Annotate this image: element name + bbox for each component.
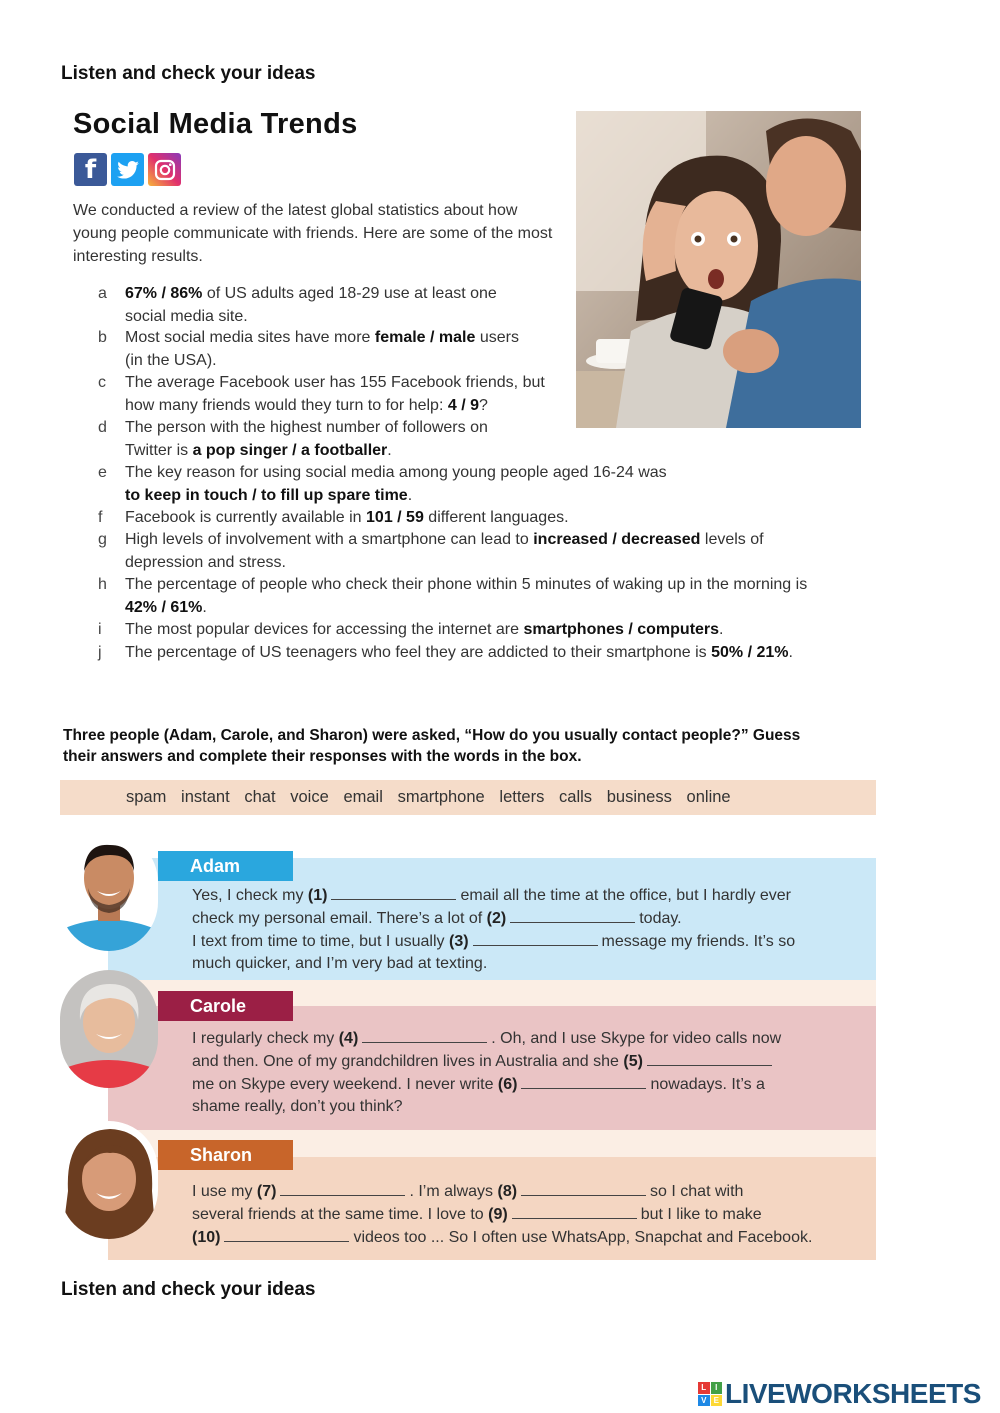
question-text [125, 327, 519, 372]
answer-blank[interactable] [510, 909, 635, 923]
response-line [192, 1074, 781, 1097]
question-letter: b [98, 329, 107, 346]
question-segment: different languages. [423, 509, 569, 526]
word-box [60, 780, 876, 815]
question-letter: h [98, 576, 107, 593]
question-line [125, 507, 569, 530]
question-line [125, 283, 497, 306]
question-line [125, 327, 519, 350]
word-box-item: instant [181, 788, 230, 806]
response-line [192, 1204, 812, 1227]
question-segment: . [407, 486, 413, 504]
question-letter: e [98, 464, 107, 481]
response-text: . Oh, and I use Skype for video calls now [491, 1030, 782, 1047]
instagram-icon [148, 153, 181, 186]
answer-options[interactable]: 42% / 61% [125, 598, 203, 616]
liveworksheets-logo [698, 1378, 981, 1410]
blank-number: (1) [307, 887, 328, 904]
answer-options[interactable]: increased / decreased [533, 531, 701, 548]
word-box-item: online [686, 788, 731, 806]
question-line [125, 350, 519, 373]
question-segment: The key reason for using social media among young people aged 16-24 was [125, 464, 667, 481]
question-line [125, 552, 764, 575]
question-text [125, 283, 497, 328]
question-line [125, 529, 764, 552]
question-text [125, 462, 667, 507]
carole-name-tag: Carole [158, 991, 293, 1021]
question-line [125, 417, 488, 440]
article-title: Social Media Trends [73, 108, 358, 140]
question-text [125, 642, 793, 665]
question-letter: i [98, 621, 102, 638]
carole-avatar [60, 970, 158, 1088]
logo-letter: I [711, 1382, 723, 1394]
question-segment: levels of [700, 531, 764, 548]
answer-options[interactable]: 67% / 86% [125, 285, 203, 302]
response-line [192, 953, 795, 976]
response-text: so I chat with [650, 1183, 744, 1200]
question-text [125, 507, 569, 530]
blank-number: (4) [338, 1030, 359, 1047]
answer-options[interactable]: smartphones / computers [523, 621, 720, 638]
adam-avatar [60, 833, 158, 951]
question-text [125, 417, 488, 462]
word-box-item: smartphone [397, 788, 485, 806]
response-line [192, 1227, 812, 1250]
response-text: I use my [192, 1183, 257, 1200]
question-letter: f [98, 509, 103, 526]
word-box-item: voice [290, 788, 329, 806]
logo-grid-icon [698, 1382, 722, 1406]
question-segment: . [387, 441, 392, 459]
question-text [125, 529, 764, 574]
carole-response [192, 1028, 781, 1119]
question-letter: j [98, 644, 102, 661]
question-segment: The percentage of US teenagers who feel they are addicted to their smartphone is [125, 644, 712, 661]
bottom-heading: Listen and check your ideas [61, 1279, 316, 1300]
question-segment: The percentage of people who check their phone within 5 minutes of waking up in the morning is [125, 576, 808, 593]
answer-blank[interactable] [647, 1052, 772, 1066]
answer-options[interactable]: 4 / 9 [447, 396, 479, 414]
question-segment: ? [478, 396, 488, 414]
word-box-item: calls [559, 788, 593, 806]
response-text: but I like to make [640, 1205, 762, 1223]
blank-number: (5) [623, 1052, 643, 1070]
adam-name-tag: Adam [158, 851, 293, 881]
word-box-item: letters [499, 788, 545, 806]
question-segment: users [475, 329, 519, 346]
sharon-response [192, 1181, 812, 1249]
top-heading: Listen and check your ideas [61, 63, 316, 84]
logo-letter: V [698, 1395, 710, 1407]
logo-letter: E [711, 1395, 723, 1407]
question-line [125, 462, 667, 485]
response-line [192, 908, 795, 931]
sharon-name-tag: Sharon [158, 1140, 293, 1170]
response-line [192, 931, 795, 954]
blank-number: (7) [256, 1183, 277, 1200]
question-line [125, 395, 545, 418]
blank-number: (8) [497, 1183, 518, 1200]
question-segment: of US adults aged 18-29 use at least one [202, 285, 497, 302]
question-segment: The average Facebook user has 155 Facebook friends, but [125, 374, 545, 391]
response-text: today. [639, 909, 682, 927]
article-intro: We conducted a review of the latest global statistics about how young people communicate with friends. Here are some of the most interesting results. [73, 202, 553, 265]
response-line [192, 1051, 781, 1074]
response-text: check my personal email. There’s a lot of [192, 909, 487, 927]
question-line [125, 440, 488, 463]
question-segment: Most social media sites have more [125, 329, 375, 346]
response-line [192, 1096, 781, 1119]
response-text: email all the time at the office, but I hardly ever [460, 887, 792, 904]
question-line [125, 574, 807, 597]
answer-blank[interactable] [521, 1075, 646, 1089]
sharon-avatar [60, 1121, 158, 1239]
question-segment: Facebook is currently available in [125, 509, 367, 526]
response-text: nowadays. It’s a [650, 1075, 765, 1093]
question-line [125, 642, 793, 665]
question-segment: social media site. [125, 307, 248, 325]
answer-options[interactable]: female / male [374, 329, 476, 346]
word-box-item: email [343, 788, 383, 806]
question-letter: d [98, 419, 107, 436]
blank-number: (9) [488, 1205, 508, 1223]
answer-blank[interactable] [362, 1029, 487, 1043]
question-text [125, 619, 724, 642]
question-segment: The person with the highest number of followers on [125, 419, 488, 436]
question-letter: c [98, 374, 106, 391]
question-segment: . [719, 621, 724, 638]
logo-text: LIVEWORKSHEETS [725, 1378, 981, 1409]
answer-options[interactable]: 101 / 59 [366, 509, 424, 526]
social-icons [74, 153, 181, 186]
answer-blank[interactable] [512, 1205, 637, 1219]
answer-blank[interactable] [473, 932, 598, 946]
answer-blank[interactable] [521, 1182, 646, 1196]
question-segment: . [788, 644, 793, 661]
exercise-instructions [63, 725, 883, 767]
twitter-icon [111, 153, 144, 186]
question-segment: Twitter is [125, 441, 193, 459]
question-line [125, 372, 545, 395]
question-segment: depression and stress. [125, 553, 286, 571]
response-text: message my friends. It’s so [601, 932, 796, 950]
answer-blank[interactable] [224, 1228, 349, 1242]
question-segment: (in the USA). [125, 351, 217, 369]
question-letter: g [98, 531, 107, 548]
response-line [192, 1028, 781, 1051]
response-text: Yes, I check my [192, 887, 308, 904]
response-line [192, 1181, 812, 1204]
facebook-icon: f [74, 153, 107, 186]
response-text: I regularly check my [192, 1030, 339, 1047]
answer-blank[interactable] [280, 1182, 405, 1196]
response-text: shame really, don’t you think? [192, 1098, 403, 1116]
response-text: . I’m always [409, 1183, 498, 1200]
question-segment: . [202, 598, 207, 616]
word-box-item: chat [244, 788, 276, 806]
article-photo [576, 111, 861, 428]
question-line [125, 306, 497, 329]
response-text: I text from time to time, but I usually [192, 932, 449, 950]
logo-letter: L [698, 1382, 710, 1394]
blank-number: (6) [497, 1075, 518, 1093]
answer-options[interactable]: to keep in touch / to fill up spare time [125, 486, 408, 504]
word-box-item: business [606, 788, 672, 806]
word-box-item: spam [126, 788, 167, 806]
response-text: videos too ... So I often use WhatsApp, Snapchat and Facebook. [353, 1228, 813, 1246]
instruction-line: Three people (Adam, Carole, and Sharon) were asked, “How do you usually contact people?” Guess [63, 727, 801, 744]
adam-response [192, 885, 795, 976]
blank-number: (2) [486, 909, 507, 927]
answer-options[interactable]: a pop singer / a footballer [192, 441, 388, 459]
response-line [192, 885, 795, 908]
question-text [125, 372, 545, 417]
response-text: and then. One of my grandchildren lives in Australia and she [192, 1052, 624, 1070]
response-text: much quicker, and I’m very bad at texting. [192, 955, 488, 973]
blank-number: (10) [192, 1228, 221, 1246]
answer-options[interactable]: 50% / 21% [711, 644, 789, 661]
blank-number: (3) [448, 932, 469, 950]
response-text: me on Skype every weekend. I never write [192, 1075, 498, 1093]
response-text: several friends at the same time. I love to [192, 1205, 489, 1223]
question-segment: how many friends would they turn to for help: [125, 396, 448, 414]
question-line [125, 485, 667, 508]
question-letter: a [98, 285, 107, 302]
instruction-line: their answers and complete their responses with the words in the box. [63, 748, 582, 765]
question-line [125, 597, 807, 620]
question-line [125, 619, 724, 642]
question-text [125, 574, 807, 619]
question-segment: High levels of involvement with a smartphone can lead to [125, 531, 534, 548]
question-segment: The most popular devices for accessing the internet are [125, 621, 524, 638]
answer-blank[interactable] [331, 886, 456, 900]
